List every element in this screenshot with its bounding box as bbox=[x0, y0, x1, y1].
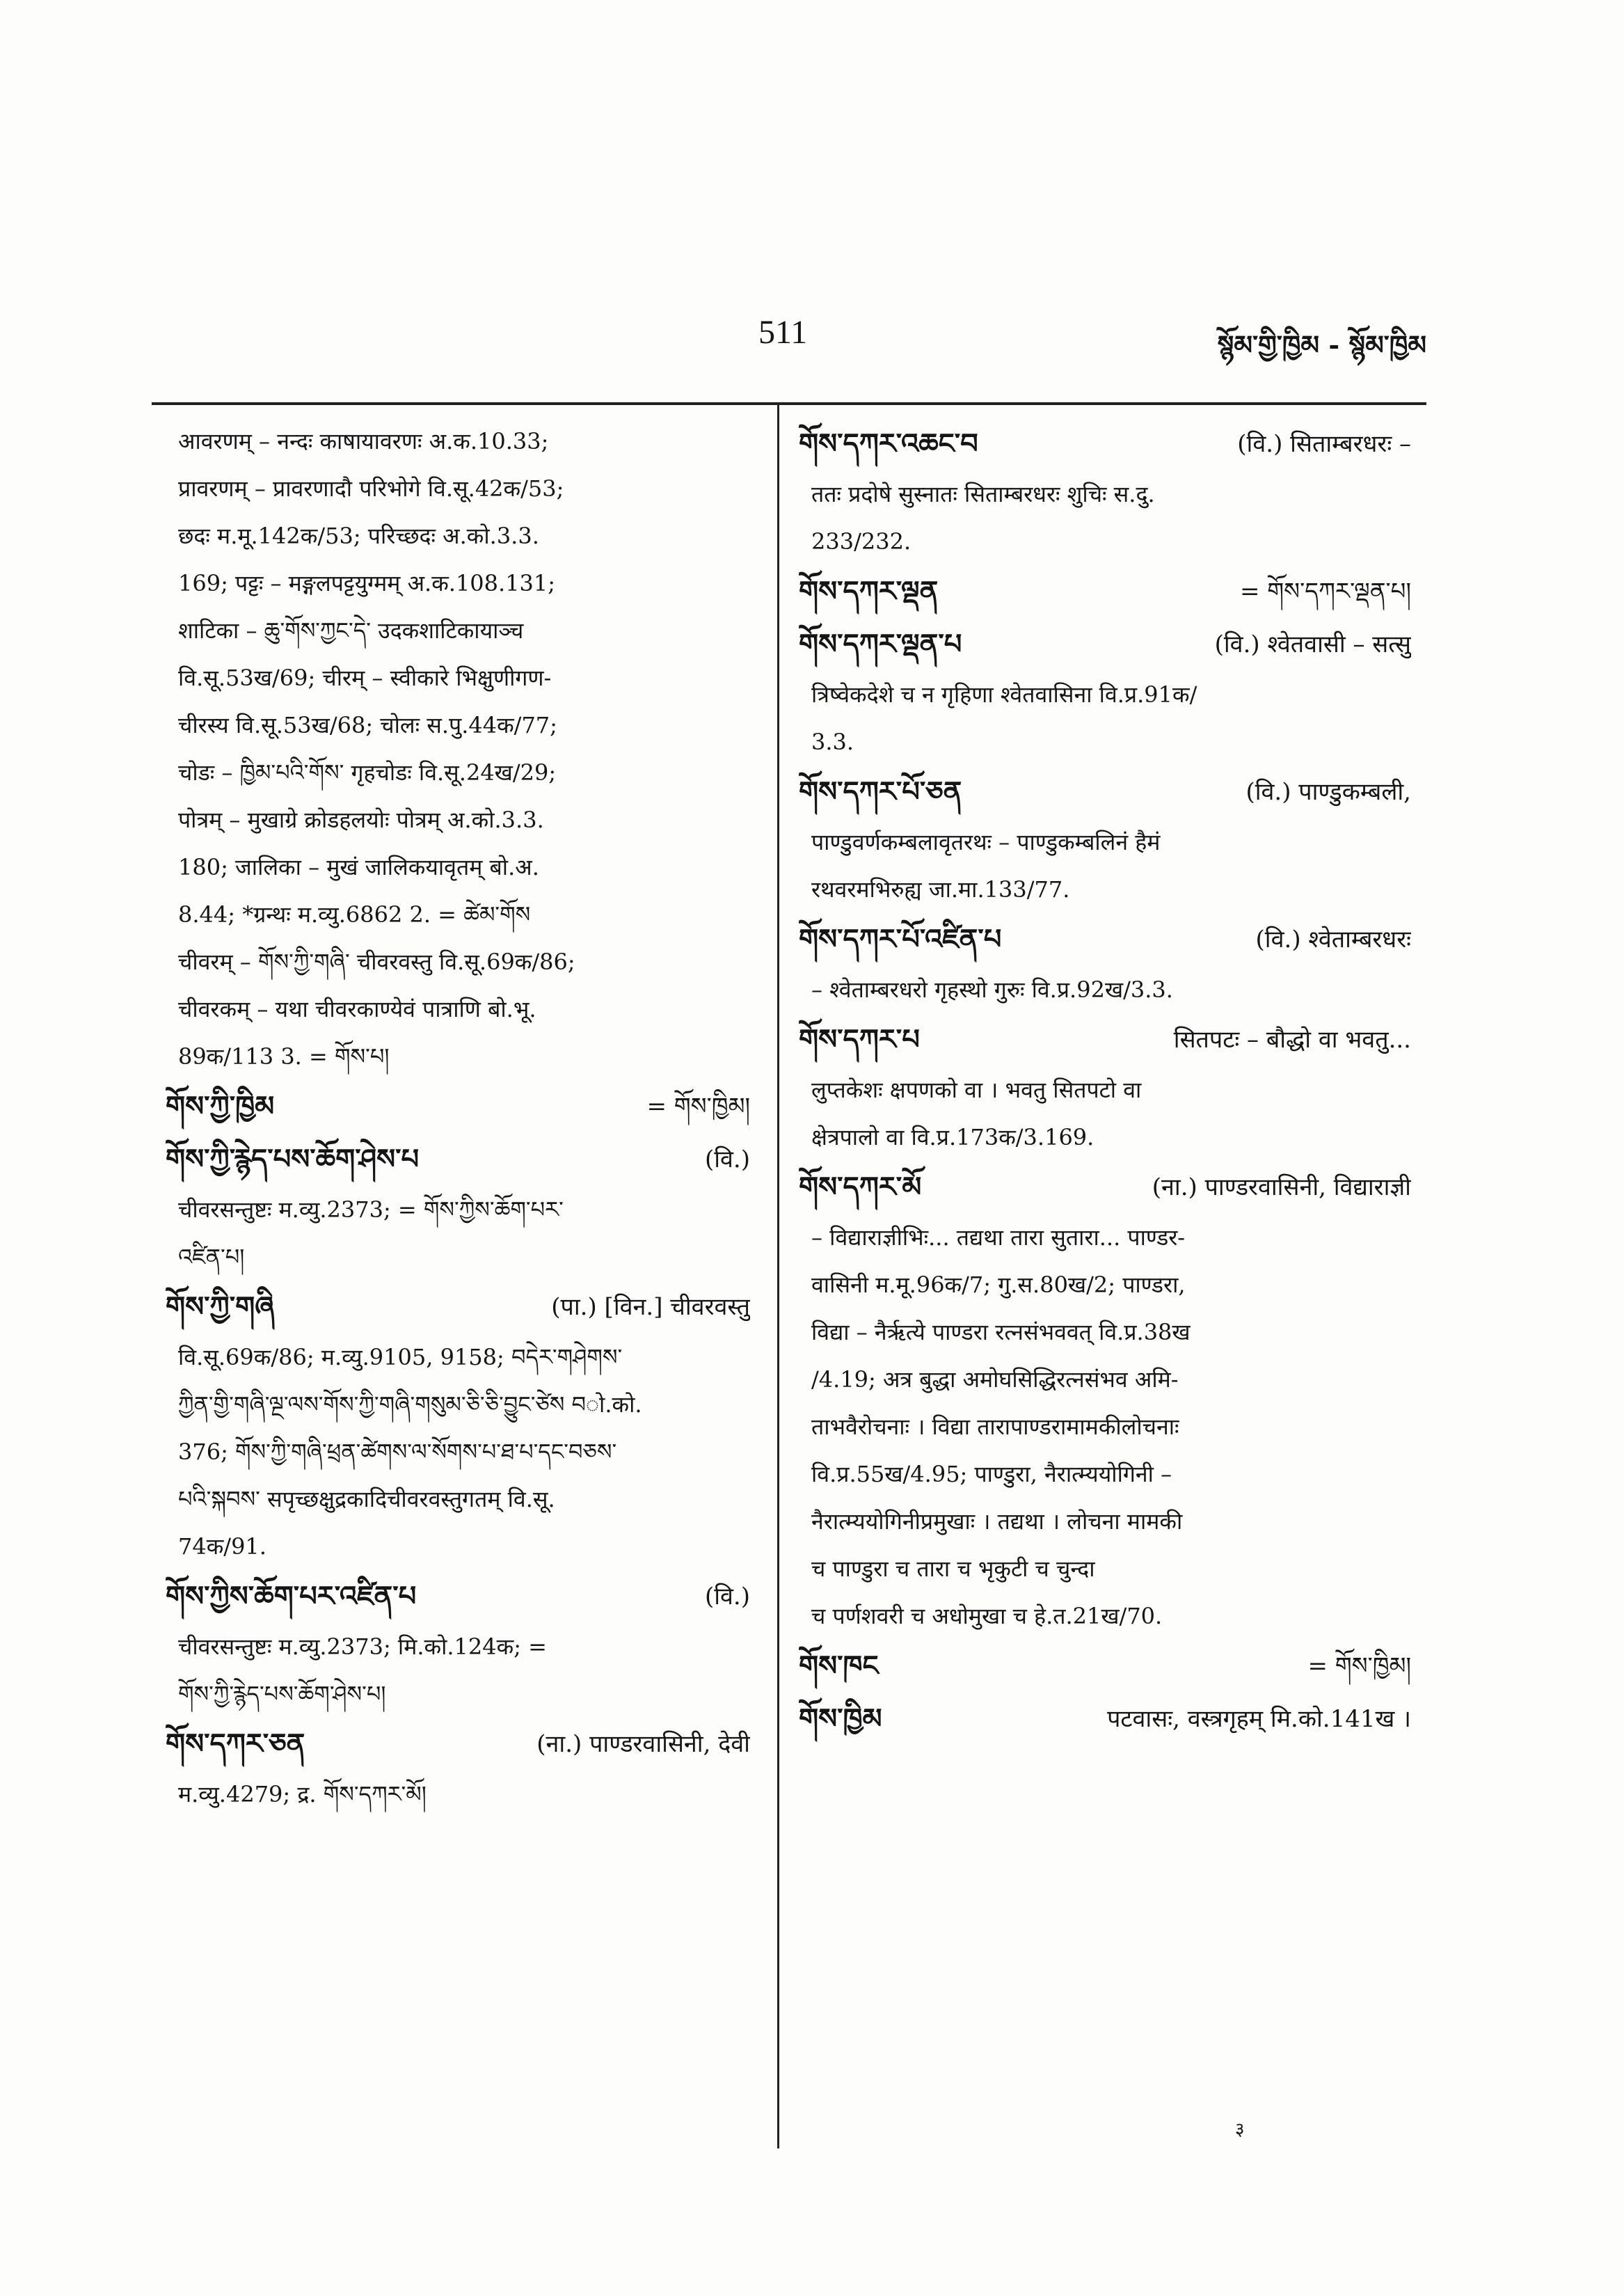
entry-headword-line bbox=[166, 1281, 750, 1333]
entry-headword-line bbox=[166, 1570, 750, 1623]
headword: གོས་ཁྱིམ bbox=[799, 1702, 882, 1735]
entry-text-line: 180; जालिका – मुखं जालिकयावृतम् बो.अ. bbox=[178, 854, 539, 880]
entry-text-line: प्रावरणम् – प्रावरणादौ परिभोगे वि.सू.42क/53; bbox=[178, 475, 564, 502]
entry-text-line: པའི་སྐབས་ सपृच्छक्षुद्रकादिचीवरवस्तुगतम् वि.सू. bbox=[178, 1486, 555, 1512]
entry-text-line: 3.3. bbox=[811, 729, 854, 755]
headword-gloss: = གོས་ཁྱིམ། bbox=[646, 1093, 750, 1121]
entry-text-line: 233/232. bbox=[811, 528, 911, 555]
headword-gloss: (वि.) श्वेतवासी – सत्सु bbox=[1214, 631, 1411, 658]
entry-text-line: 169; पट्टः – मङ्गलपट्टयुग्मम् अ.क.108.131; bbox=[178, 570, 556, 596]
entry-text-line: चीवरम् – གོས་ཀྱི་གཞི་ चीवरवस्तु वि.सू.69क/86; bbox=[178, 949, 575, 975]
entry-text-line: पाण्डुवर्णकम्बलावृतरथः – पाण्डुकम्बलिनं हैमं bbox=[811, 829, 1161, 855]
entry-headword-line bbox=[799, 913, 1411, 966]
left-column bbox=[166, 418, 750, 1818]
headword-gloss: (वि.) सिताम्बरधरः – bbox=[1237, 430, 1411, 458]
headword-gloss: पटवासः, वस्त्रगृहम् मि.को.141ख । bbox=[1107, 1705, 1411, 1733]
headword: གོས་དཀར་པོ་འཛིན་པ bbox=[799, 923, 1002, 956]
headword-gloss: (वि.) bbox=[704, 1146, 750, 1173]
headword: གོས་དཀར་པོ་ཅན bbox=[799, 775, 962, 808]
entry-headword-line bbox=[166, 1133, 750, 1186]
entry-text-line: चीरस्य वि.सू.53ख/68; चोलः स.पु.44क/77; bbox=[178, 712, 557, 738]
entry-text-line: वासिनी म.मू.96क/7; गु.स.80ख/2; पाण्डरा, bbox=[811, 1272, 1186, 1298]
entry-text-line: नैरात्म्ययोगिनीप्रमुखाः । तद्यथा । लोचना मामकी bbox=[811, 1508, 1183, 1535]
headword: གོས་ཁང bbox=[799, 1649, 879, 1682]
entry-text-line: लुप्तकेशः क्षपणको वा । भवतु सितपटो वा bbox=[811, 1077, 1142, 1103]
running-head: སྙོམ་གྱི་ཁྱིམ - སྙོམ་ཁྱིམ bbox=[1217, 329, 1426, 361]
entry-text-line: क्षेत्रपालो वा वि.प्र.173क/3.169. bbox=[811, 1124, 1094, 1150]
entry-headword-line bbox=[799, 1640, 1411, 1693]
entry-headword-line bbox=[799, 766, 1411, 818]
entry-text-line: त्रिष्वेकदेशे च न गृहिणा श्वेतवासिना वि.प्र.91क/ bbox=[811, 681, 1197, 708]
entry-text-line: – श्वेताम्बरधरो गृहस्थो गुरुः वि.प्र.92ख/3.3. bbox=[811, 976, 1173, 1003]
headword: གོས་དཀར་ལྡན bbox=[799, 575, 939, 608]
entry-text-line: शाटिका – ཆུ་གོས་ཀྱང་དེ་ उदकशाटिकायाञ्च bbox=[178, 617, 524, 644]
entry-text-line: 89क/113 3. = གོས་པ། bbox=[178, 1043, 390, 1070]
entry-text-line: 376; གོས་ཀྱི་གཞི་ཕྲན་ཚེགས་ལ་སོགས་པ་ཐ་པ་དང་བཅས་ bbox=[178, 1439, 617, 1465]
entry-text-line: च पाण्डुरा च तारा च भृकुटी च चुन्दा bbox=[811, 1555, 1095, 1582]
headword-gloss: सितपटः – बौद्धो वा भवतु... bbox=[1173, 1026, 1411, 1054]
entry-text-line: – विद्याराज्ञीभिः... तद्यथा तारा सुतारा... पाण्डर- bbox=[811, 1224, 1186, 1251]
top-rule bbox=[152, 402, 1426, 405]
entry-text-line: च पर्णशवरी च अधोमुखा च हे.त.21ख/70. bbox=[811, 1603, 1163, 1629]
entry-text-line: विद्या – नैर्ऋत्ये पाण्डरा रत्नसंभववत् वि.प्र.38ख bbox=[811, 1319, 1191, 1345]
entry-text-line: འཛིན་པ། bbox=[178, 1244, 245, 1270]
entry-text-line: ततः प्रदोषे सुस्नातः सिताम्बरधरः शुचिः स.दु. bbox=[811, 481, 1155, 507]
entry-headword-line bbox=[799, 1161, 1411, 1214]
footer-mark: ३ bbox=[1235, 2119, 1245, 2140]
entry-headword-line bbox=[799, 1693, 1411, 1745]
entry-text-line: चीवरसन्तुष्टः म.व्यु.2373; मि.को.124क; = bbox=[178, 1633, 547, 1660]
entry-text-line: 8.44; *ग्रन्थः म.व्यु.6862 2. = ཚེམ་གོས bbox=[178, 901, 531, 928]
entry-text-line: छदः म.मू.142क/53; परिच्छदः अ.को.3.3. bbox=[178, 523, 539, 549]
headword-gloss: (वि.) श्वेताम्बरधरः bbox=[1255, 926, 1411, 953]
entry-headword-line bbox=[166, 1080, 750, 1133]
entry-text-line: 74क/91. bbox=[178, 1533, 266, 1560]
entry-headword-line bbox=[799, 618, 1411, 671]
headword: གོས་དཀར་ཅན bbox=[166, 1727, 305, 1760]
headword-gloss: (ना.) पाण्डरवासिनी, विद्याराज्ञी bbox=[1152, 1173, 1411, 1201]
headword-gloss: (पा.) [विन.] चीवरवस्तु bbox=[551, 1293, 750, 1321]
right-column bbox=[799, 418, 1411, 1745]
headword: གོས་དཀར་པ bbox=[799, 1023, 920, 1056]
headword: གོས་ཀྱི་གཞི bbox=[166, 1290, 275, 1323]
entry-text-line: रथवरमभिरुह्य जा.मा.133/77. bbox=[811, 876, 1070, 903]
entry-text-line: आवरणम् – नन्दः काषायावरणः अ.क.10.33; bbox=[178, 428, 549, 454]
headword: གོས་དཀར་མོ bbox=[799, 1171, 922, 1203]
headword: གོས་ཀྱིས་ཆོག་པར་འཛིན་པ bbox=[166, 1580, 417, 1613]
entry-text-line: /4.19; अत्र बुद्धा अमोघसिद्धिरत्नसंभव अमि- bbox=[811, 1366, 1179, 1393]
entry-text-line: चीवरसन्तुष्टः म.व्यु.2373; = གོས་ཀྱིས་ཆོག་པར་ bbox=[178, 1196, 564, 1223]
headword: གོས་ཀྱི་ཁྱིམ bbox=[166, 1090, 275, 1123]
headword: གོས་ཀྱི་རྙེད་པས་ཆོག་ཤེས་པ bbox=[166, 1143, 420, 1175]
entry-text-line: पोत्रम् – मुखाग्रे क्रोडहलयोः पोत्रम् अ.को.3.3. bbox=[178, 807, 544, 833]
entry-text-line: चीवरकम् – यथा चीवरकाण्येवं पात्राणि बो.भू. bbox=[178, 996, 536, 1022]
entry-text-line: གོས་ཀྱི་རྙེད་པས་ཆོག་ཤེས་པ། bbox=[178, 1681, 386, 1707]
entry-headword-line bbox=[166, 1718, 750, 1771]
entry-text-line: ཀྱིན་གྱི་གཞི་ལྔ་ལས་གོས་ཀྱི་གཞི་གསུམ་ཅི་ཅི་བྱུང་ཙེས བो.को. bbox=[178, 1391, 642, 1418]
entry-headword-line bbox=[799, 418, 1411, 470]
page-header bbox=[167, 313, 1426, 369]
entry-text-line: वि.सू.53ख/69; चीरम् – स्वीकारे भिक्षुणीगण- bbox=[178, 665, 552, 691]
entry-text-line: ताभवैरोचनाः । विद्या तारापाण्डरामामकीलोचनाः bbox=[811, 1414, 1179, 1440]
entry-text-line: वि.सू.69क/86; म.व्यु.9105, 9158; བདེར་གཤེགས་ bbox=[178, 1344, 623, 1370]
headword-gloss: = གོས་ཁྱིམ། bbox=[1307, 1652, 1411, 1680]
headword-gloss: (वि.) bbox=[704, 1583, 750, 1610]
headword: གོས་དཀར་འཆང་བ bbox=[799, 427, 978, 460]
entry-text-line: म.व्यु.4279; द्र. གོས་དཀར་མོ། bbox=[178, 1781, 427, 1807]
headword-gloss: (ना.) पाण्डरवासिनी, देवी bbox=[536, 1730, 750, 1758]
entry-text-line: वि.प्र.55ख/4.95; पाण्डुरा, नैरात्म्ययोगिनी – bbox=[811, 1461, 1172, 1487]
entry-headword-line bbox=[799, 1013, 1411, 1066]
headword-gloss: (वि.) पाण्डुकम्बली, bbox=[1245, 778, 1411, 806]
entry-text-line: चोडः – ཁྱིམ་པའི་གོས་ गृहचोडः वि.सू.24ख/29; bbox=[178, 759, 557, 786]
headword: གོས་དཀར་ལྡན་པ bbox=[799, 628, 962, 660]
entry-headword-line bbox=[799, 565, 1411, 618]
page-number: 511 bbox=[758, 314, 808, 351]
column-divider bbox=[777, 405, 779, 2148]
headword-gloss: = གོས་དཀར་ལྡན་པ། bbox=[1239, 578, 1411, 605]
